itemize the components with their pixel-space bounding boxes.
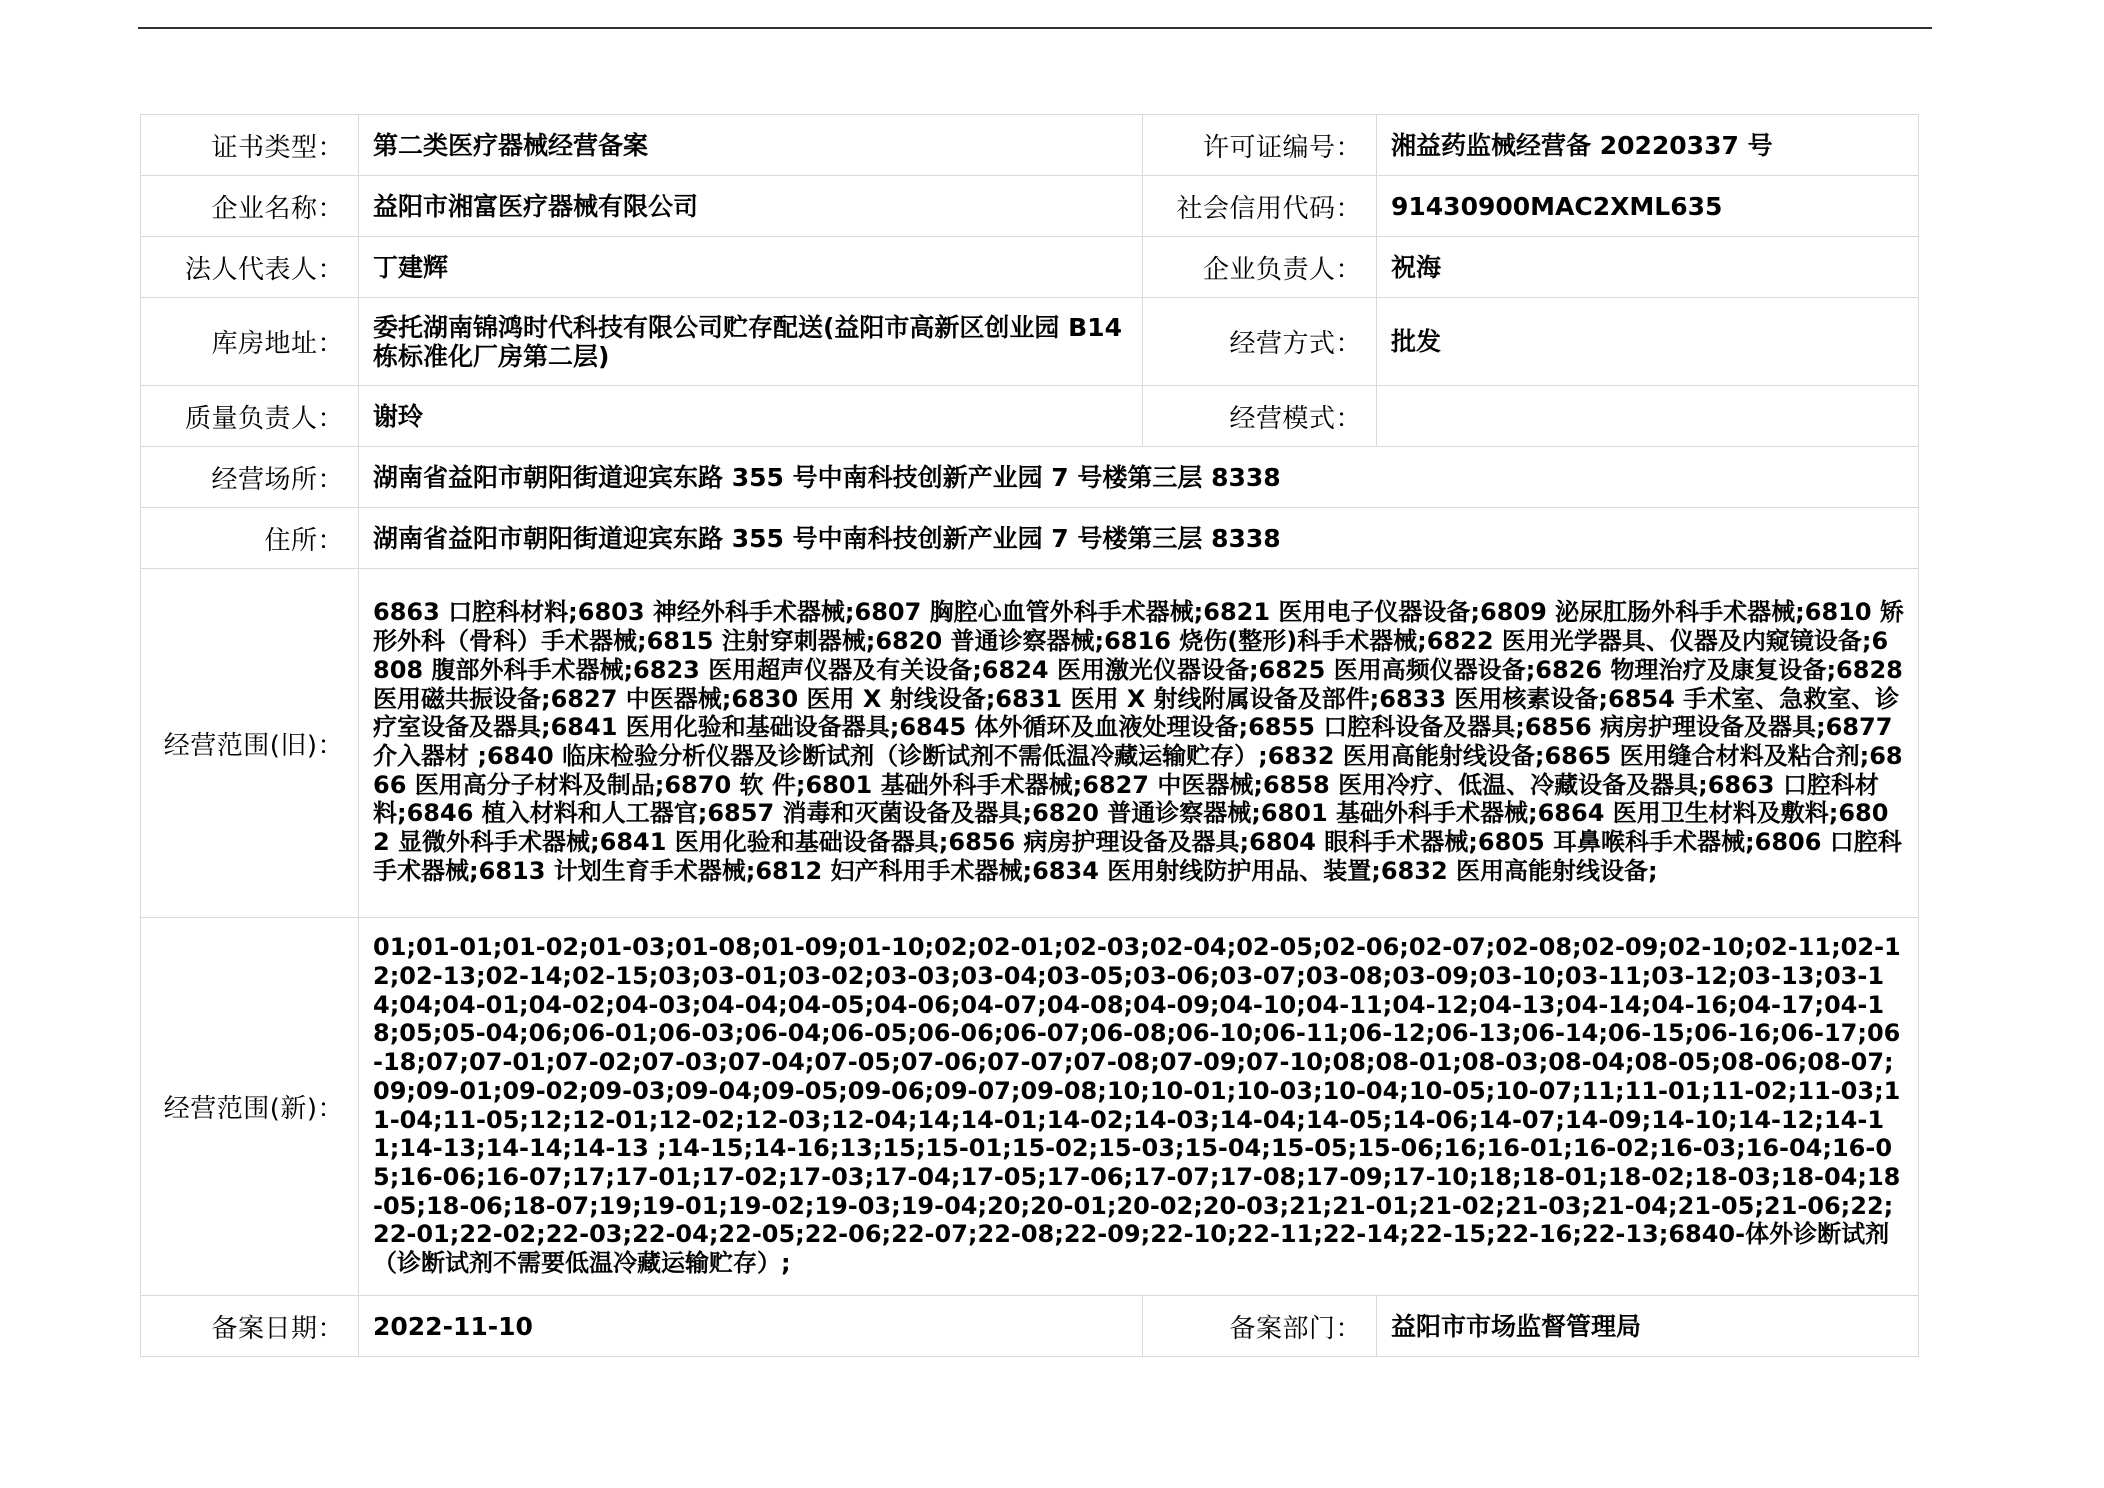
premises-value: 湖南省益阳市朝阳街道迎宾东路 355 号中南科技创新产业园 7 号楼第三层 8338 — [359, 447, 1919, 508]
row-warehouse — [141, 298, 1919, 386]
row-persons — [141, 237, 1919, 298]
residence-label: 住所： — [141, 508, 359, 569]
company-name-label: 企业名称： — [141, 176, 359, 237]
record-table — [140, 114, 1919, 1357]
cert-type-label: 证书类型： — [141, 115, 359, 176]
credit-code-label: 社会信用代码： — [1143, 176, 1377, 237]
top-rule — [138, 27, 1932, 29]
quality-head-label: 质量负责人： — [141, 386, 359, 447]
license-no-label: 许可证编号： — [1143, 115, 1377, 176]
residence-value: 湖南省益阳市朝阳街道迎宾东路 355 号中南科技创新产业园 7 号楼第三层 8338 — [359, 508, 1919, 569]
scope-new-label: 经营范围(新)： — [141, 918, 359, 1296]
business-mode-value — [1377, 386, 1919, 447]
legal-rep-value: 丁建辉 — [359, 237, 1143, 298]
row-scope-old — [141, 569, 1919, 918]
legal-rep-label: 法人代表人： — [141, 237, 359, 298]
scope-new-value: 01;01-01;01-02;01-03;01-08;01-09;01-10;02;02-01;02-03;02-04;02-05;02-06;02-07;02-08;02-09;02-10;02-11;02-12;02-13;02-14;02-15;03;03-01;03-02;03-03;03-04;03-05;03-06;03-07;03-08;03-09;03-10;03-11;03-12;03-13;03-14;04;04-01;04-02;04-03;04-04;04-05;04-06;04-07;04-08;04-09;04-10;04-11;04-12;04-13;04-14;04-16;04-17;04-18;05;05-04;06;06-01;06-03;06-04;06-05;06-06;06-07;06-08;06-10;06-11;06-12;06-13;06-14;06-15;06-16;06-17;06-18;07;07-01;07-02;07-03;07-04;07-05;07-06;07-07;07-08;07-09;07-10;08;08-01;08-03;08-04;08-05;08-06;08-07;09;09-01;09-02;09-03;09-04;09-05;09-06;09-07;09-08;10;10-01;10-03;10-04;10-05;10-07;11;11-01;11-02;11-03;11-04;11-05;12;12-01;12-02;12-03;12-04;14;14-01;14-02;14-03;14-04;14-05;14-06;14-07;14-09;14-10;14-12;14-11;14-13;14-14;14-13 ;14-15;14-16;13;15;15-01;15-02;15-03;15-04;15-05;15-06;16;16-01;16-02;16-03;16-04;16-05;16-06;16-07;17;17-01;17-02;17-03;17-04;17-05;17-06;17-07;17-08;17-09;17-10;18;18-01;18-02;18-03;18-04;18-05;18-06;18-07;19;19-01;19-02;19-03;19-04;20;20-01;20-02;20-03;21;21-01;21-02;21-03;21-04;21-05;21-06;22;22-01;22-02;22-03;22-04;22-05;22-06;22-07;22-08;22-09;22-10;22-11;22-14;22-15;22-16;22-13;6840-体外诊断试剂（诊断试剂不需要低温冷藏运输贮存）; — [359, 918, 1919, 1296]
row-cert-type — [141, 115, 1919, 176]
record-dept-label: 备案部门： — [1143, 1296, 1377, 1357]
record-dept-value: 益阳市市场监督管理局 — [1377, 1296, 1919, 1357]
cert-type-value: 第二类医疗器械经营备案 — [359, 115, 1143, 176]
row-quality — [141, 386, 1919, 447]
warehouse-label: 库房地址： — [141, 298, 359, 386]
premises-label: 经营场所： — [141, 447, 359, 508]
row-company — [141, 176, 1919, 237]
business-method-label: 经营方式： — [1143, 298, 1377, 386]
row-premises — [141, 447, 1919, 508]
company-head-value: 祝海 — [1377, 237, 1919, 298]
row-record — [141, 1296, 1919, 1357]
license-no-value: 湘益药监械经营备 20220337 号 — [1377, 115, 1919, 176]
row-residence — [141, 508, 1919, 569]
quality-head-value: 谢玲 — [359, 386, 1143, 447]
credit-code-value: 91430900MAC2XML635 — [1377, 176, 1919, 237]
company-name-value: 益阳市湘富医疗器械有限公司 — [359, 176, 1143, 237]
row-scope-new — [141, 918, 1919, 1296]
business-method-value: 批发 — [1377, 298, 1919, 386]
business-mode-label: 经营模式： — [1143, 386, 1377, 447]
company-head-label: 企业负责人： — [1143, 237, 1377, 298]
record-date-value: 2022-11-10 — [359, 1296, 1143, 1357]
scope-old-label: 经营范围(旧)： — [141, 569, 359, 918]
scope-old-value: 6863 口腔科材料;6803 神经外科手术器械;6807 胸腔心血管外科手术器械;6821 医用电子仪器设备;6809 泌尿肛肠外科手术器械;6810 矫形外科（骨科）手术器械;6815 注射穿刺器械;6820 普通诊察器械;6816 烧伤(整形)科手术器械;6822 医用光学器具、仪器及内窥镜设备;6808 腹部外科手术器械;6823 医用超声仪器及有关设备;6824 医用激光仪器设备;6825 医用高频仪器设备;6826 物理治疗及康复设备;6828 医用磁共振设备;6827 中医器械;6830 医用 X 射线设备;6831 医用 X 射线附属设备及部件;6833 医用核素设备;6854 手术室、急救室、诊疗室设备及器具;6841 医用化验和基础设备器具;6845 体外循环及血液处理设备;6855 口腔科设备及器具;6856 病房护理设备及器具;6877 介入器材 ;6840 临床检验分析仪器及诊断试剂（诊断试剂不需低温冷藏运输贮存）;6832 医用高能射线设备;6865 医用缝合材料及粘合剂;6866 医用高分子材料及制品;6870 软 件;6801 基础外科手术器械;6827 中医器械;6858 医用冷疗、低温、冷藏设备及器具;6863 口腔科材料;6846 植入材料和人工器官;6857 消毒和灭菌设备及器具;6820 普通诊察器械;6801 基础外科手术器械;6864 医用卫生材料及敷料;6802 显微外科手术器械;6841 医用化验和基础设备器具;6856 病房护理设备及器具;6804 眼科手术器械;6805 耳鼻喉科手术器械;6806 口腔科手术器械;6813 计划生育手术器械;6812 妇产科用手术器械;6834 医用射线防护用品、装置;6832 医用高能射线设备; — [359, 569, 1919, 918]
record-date-label: 备案日期： — [141, 1296, 359, 1357]
warehouse-value: 委托湖南锦鸿时代科技有限公司贮存配送(益阳市高新区创业园 B14 栋标准化厂房第二层) — [359, 298, 1143, 386]
